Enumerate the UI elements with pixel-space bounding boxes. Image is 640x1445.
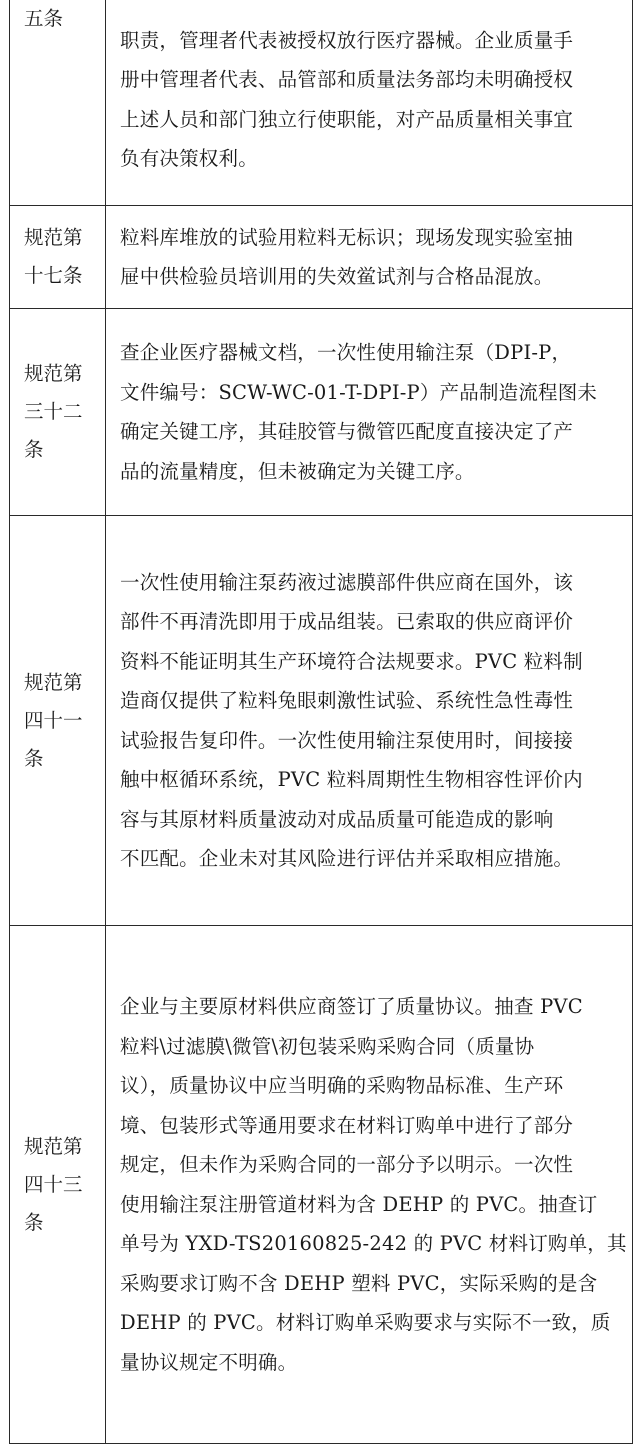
clause-text: 规范第 [24,670,83,694]
description-line: 企业与主要原材料供应商签订了质量协议。抽查 PVC [120,995,583,1018]
clause-text: 条 [24,438,44,461]
clause-text: 规范第 [24,1134,83,1158]
description-line: 屉中供检验员培训用的失效鲎试剂与合格品混放。 [120,265,554,288]
description-line: 册中管理者代表、品管部和质量法务部均未明确授权 [120,68,574,91]
clause-text: 三十二 [24,400,83,423]
clause-cell [10,309,106,516]
table-row [10,309,633,516]
description-line: 量协议规定不明确。 [120,1350,298,1374]
description-line: DEHP 的 PVC。材料订购单采购要求与实际不一致，质 [120,1311,611,1334]
description-line: 文件编号：SCW-WC-01-T-DPI-P）产品制造流程图未 [120,380,598,404]
description-cell [106,0,633,206]
description-line: 不匹配。企业未对其风险进行评估并采取相应措施。 [120,847,574,870]
description-line: 规定，但未作为采购合同的一部分予以明示。一次性 [120,1153,574,1176]
description-line: 上述人员和部门独立行使职能，对产品质量相关事宜 [120,107,574,131]
inspection-findings-table [9,0,633,1444]
clause-cell [10,926,106,1444]
clause-cell [10,0,106,206]
description-cell [106,926,633,1444]
description-line: 议），质量协议中应当明确的采购物品标准、生产环 [120,1074,564,1097]
clause-text: 五条 [24,7,64,30]
clause-text: 规范第 [24,226,83,249]
description-line: 粒料库堆放的试验用粒料无标识；现场发现实验室抽 [120,225,574,249]
table-row [10,0,633,206]
description-line: 使用输注泵注册管道材料为含 DEHP 的 PVC。抽查订 [120,1192,598,1216]
clause-text: 条 [24,746,44,770]
clause-text: 十七条 [24,264,83,287]
description-line: 触中枢循环系统，PVC 粒料周期性生物相容性评价内 [120,768,583,791]
clause-cell [10,206,106,309]
description-cell [106,309,633,516]
description-line: 品的流量精度，但未被确定为关键工序。 [120,459,475,483]
description-line: 粒料\过滤膜\微管\初包装采购采购合同（质量协 [120,1034,535,1058]
description-line: 造商仅提供了粒料兔眼刺激性试验、系统性急性毒性 [120,689,574,712]
clause-cell [10,516,106,926]
description-line: 试验报告复印件。一次性使用输注泵使用时，间接接 [120,728,574,752]
description-line: 境、包装形式等通用要求在材料订购单中进行了部分 [120,1113,574,1137]
description-line: 采购要求订购不含 DEHP 塑料 PVC，实际采购的是含 [120,1271,598,1295]
table-row [10,516,633,926]
description-line: 部件不再清洗即用于成品组装。已索取的供应商评价 [120,610,574,633]
clause-text: 条 [24,1210,44,1234]
clause-text: 四十三 [24,1172,83,1196]
description-cell [106,516,633,926]
description-line: 查企业医疗器械文档，一次性使用输注泵（DPI-P， [120,341,572,364]
description-line: 单号为 YXD-TS20160825-242 的 PVC 材料订购单，其 [120,1232,627,1255]
table-row [10,926,633,1444]
description-line: 职责，管理者代表被授权放行医疗器械。企业质量手 [120,28,574,52]
description-line: 一次性使用输注泵药液过滤膜部件供应商在国外，该 [120,570,574,594]
description-line: 资料不能证明其生产环境符合法规要求。PVC 粒料制 [120,649,583,673]
description-line: 确定关键工序，其硅胶管与微管匹配度直接决定了产 [120,420,574,443]
description-line: 负有决策权利。 [120,147,258,170]
clause-text: 规范第 [24,362,83,385]
description-line: 容与其原材料质量波动对成品质量可能造成的影响 [120,807,554,831]
clause-text: 四十一 [24,708,83,732]
table-row [10,206,633,309]
description-cell [106,206,633,309]
